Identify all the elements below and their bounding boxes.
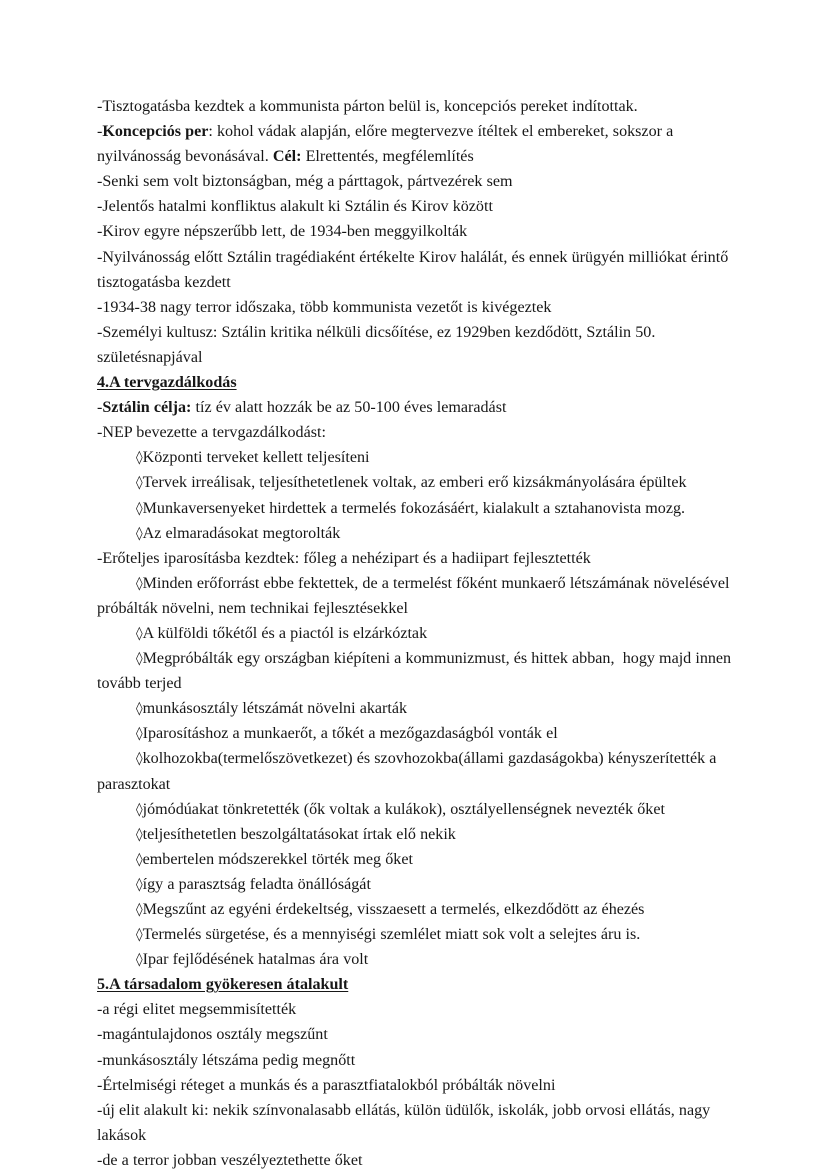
- text-line: [97, 245, 733, 295]
- text-run: Elrettentés, megfélemlítés: [301, 148, 474, 166]
- lozenge-bullet-icon: ◊: [136, 501, 143, 516]
- bullet-line: [97, 621, 733, 646]
- text-line: [97, 997, 733, 1022]
- text-line: [97, 94, 733, 119]
- lozenge-bullet-icon: ◊: [136, 726, 143, 742]
- lozenge-bullet-icon: ◊: [136, 701, 143, 717]
- bullet-line: [97, 822, 733, 847]
- text-line: [97, 395, 733, 420]
- bullet-line: [97, 696, 733, 721]
- bullet-line-text: Megszűnt az egyéni érdekeltség, visszaesett a termelés, elkezdődött az éhezés: [142, 901, 645, 918]
- lozenge-bullet-icon: ◊: [136, 852, 143, 868]
- bullet-line: [97, 470, 733, 495]
- bullet-line: [97, 922, 733, 947]
- text-line-text: -Tisztogatásba kezdtek a kommunista párton belül is, koncepciós pereket indítottak.: [97, 98, 638, 115]
- bullet-line-text: Tervek irreálisak, teljesíthetetlenek voltak, az emberi erő kizsákmányolására épültek: [142, 474, 687, 492]
- lozenge-bullet-icon: ◊: [136, 902, 143, 918]
- text-line-text: -NEP bevezette a tervgazdálkodást:: [97, 424, 326, 442]
- text-line: [97, 169, 733, 194]
- text-line-text: -de a terror jobban veszélyeztethette őket: [97, 1151, 363, 1169]
- bullet-line-text: Iparosításhoz a munkaerőt, a tőkét a mezőgazdaságból vonták el: [142, 725, 558, 743]
- lozenge-bullet-icon: ◊: [136, 877, 143, 893]
- lozenge-bullet-icon: ◊: [136, 927, 143, 943]
- lozenge-bullet-icon: ◊: [136, 526, 143, 542]
- bullet-line: [97, 571, 733, 621]
- text-line: [97, 1148, 733, 1173]
- text-line: [97, 119, 733, 169]
- lozenge-bullet-icon: ◊: [136, 626, 143, 642]
- text-line: [97, 546, 733, 571]
- bullet-line-text: Munkaversenyeket hirdettek a termelés fokozásáért, kialakult a sztahanovista mozg.: [142, 499, 686, 517]
- lozenge-bullet-icon: ◊: [136, 450, 143, 466]
- lozenge-bullet-icon: ◊: [136, 802, 143, 818]
- text-run-emphasis: Sztálin célja:: [102, 399, 192, 417]
- text-line-text: -magántulajdonos osztály megszűnt: [97, 1026, 328, 1044]
- bullet-line: [97, 496, 733, 521]
- text-line-text: -új elit alakult ki: nekik színvonalasabb ellátás, külön üdülők, iskolák, jobb orvosi ellátás, nagy lakások: [97, 1101, 715, 1144]
- text-run: -: [97, 399, 103, 417]
- bullet-line-text: A külföldi tőkétől és a piactól is elzárkóztak: [142, 624, 428, 642]
- text-line-text: -Senki sem volt biztonságban, még a párttagok, pártvezérek sem: [97, 173, 513, 191]
- text-line-text: -1934-38 nagy terror időszaka, több kommunista vezetőt is kivégeztek: [97, 298, 552, 316]
- text-line-text: -Nyilvánosság előtt Sztálin tragédiaként értékelte Kirov halálát, és ennek ürügyén milliókat érintő tisztogatásba kezdett: [97, 248, 733, 291]
- bullet-line: [97, 721, 733, 746]
- text-line: [97, 420, 733, 445]
- bullet-line: [97, 646, 736, 696]
- lozenge-bullet-icon: ◊: [136, 576, 143, 592]
- text-line-text: -munkásosztály létszáma pedig megnőtt: [97, 1051, 356, 1069]
- bullet-line: [97, 897, 733, 922]
- bullet-line-text: Ipar fejlődésének hatalmas ára volt: [142, 951, 369, 969]
- document-text-body: [97, 94, 736, 1173]
- bullet-line: [97, 947, 733, 972]
- text-run: : kohol vádak alapján, előre megtervezve ítéltek el embereket, sokszor a nyilvánosság bevonásával.: [97, 123, 678, 166]
- lozenge-bullet-icon: ◊: [136, 651, 143, 667]
- text-line: [97, 1098, 733, 1148]
- bullet-line-text: Megpróbálták egy országban kiépíteni a kommunizmust, és hittek abban, hogy majd innen tovább terjed: [97, 650, 736, 693]
- bullet-line-text: kolhozokba(termelőszövetkezet) és szovhozokba(állami gazdaságokba) kényszerítették a parasztokat: [97, 750, 721, 793]
- lozenge-bullet-icon: ◊: [136, 952, 143, 968]
- bullet-line-text: jómódúakat tönkretették (ők voltak a kulákok), osztályellenségnek nevezték őket: [142, 800, 665, 818]
- text-line: [97, 1048, 733, 1073]
- section-heading: [97, 972, 733, 997]
- section-heading-label: 4.A tervgazdálkodás: [97, 374, 237, 392]
- bullet-line-text: Az elmaradásokat megtorolták: [142, 524, 341, 542]
- bullet-line-text: Központi terveket kellett teljesíteni: [142, 449, 370, 467]
- bullet-line-text: Minden erőforrást ebbe fektettek, de a termelést főként munkaerő létszámának növelésével próbálták növelni, nem technikai fejlesztésekkel: [97, 574, 734, 617]
- text-line-text: -Kirov egyre népszerűbb lett, de 1934-ben meggyilkolták: [97, 223, 468, 241]
- bullet-line-text: Termelés sürgetése, és a mennyiségi szemlélet miatt sok volt a selejtes áru is.: [142, 926, 641, 944]
- bullet-line-text: teljesíthetetlen beszolgáltatásokat írtak elő nekik: [142, 825, 456, 843]
- bullet-line: [97, 797, 733, 822]
- bullet-line: [97, 445, 733, 470]
- text-line: [97, 1073, 733, 1098]
- bullet-line: [97, 872, 733, 897]
- text-line-text: -Jelentős hatalmi konfliktus alakult ki Sztálin és Kirov között: [97, 198, 493, 216]
- lozenge-bullet-icon: ◊: [136, 475, 143, 491]
- text-run-emphasis: Koncepciós per: [102, 123, 209, 141]
- text-line: [97, 1022, 733, 1047]
- text-run: -: [97, 123, 103, 141]
- text-line-text: -Erőteljes iparosításba kezdtek: főleg a nehézipart és a hadiipart fejlesztették: [97, 549, 591, 567]
- text-line-text: -Értelmiségi réteget a munkás és a parasztfiatalokból próbálták növelni: [97, 1076, 556, 1094]
- section-heading: [97, 370, 733, 395]
- text-line-text: -a régi elitet megsemmisítették: [97, 1001, 297, 1019]
- text-line: [97, 320, 733, 370]
- text-run-emphasis: Cél:: [272, 148, 302, 166]
- bullet-line: [97, 521, 733, 546]
- lozenge-bullet-icon: ◊: [136, 751, 143, 767]
- text-line: [97, 194, 733, 219]
- text-line: [97, 295, 733, 320]
- text-run: tíz év alatt hozzák be az 50-100 éves lemaradást: [191, 399, 507, 417]
- bullet-line: [97, 746, 733, 796]
- bullet-line-text: így a parasztság feladta önállóságát: [142, 875, 371, 893]
- lozenge-bullet-icon: ◊: [136, 827, 143, 843]
- bullet-line-text: embertelen módszerekkel törték meg őket: [142, 850, 413, 868]
- text-line-text: -Személyi kultusz: Sztálin kritika nélküli dicsőítése, ez 1929ben kezdődött, Sztálin 50. születésnapjával: [97, 323, 660, 366]
- bullet-line: [97, 847, 733, 872]
- section-heading-label: 5.A társadalom gyökeresen átalakult: [97, 976, 349, 994]
- bullet-line-text: munkásosztály létszámát növelni akarták: [142, 700, 408, 718]
- text-line: [97, 219, 733, 244]
